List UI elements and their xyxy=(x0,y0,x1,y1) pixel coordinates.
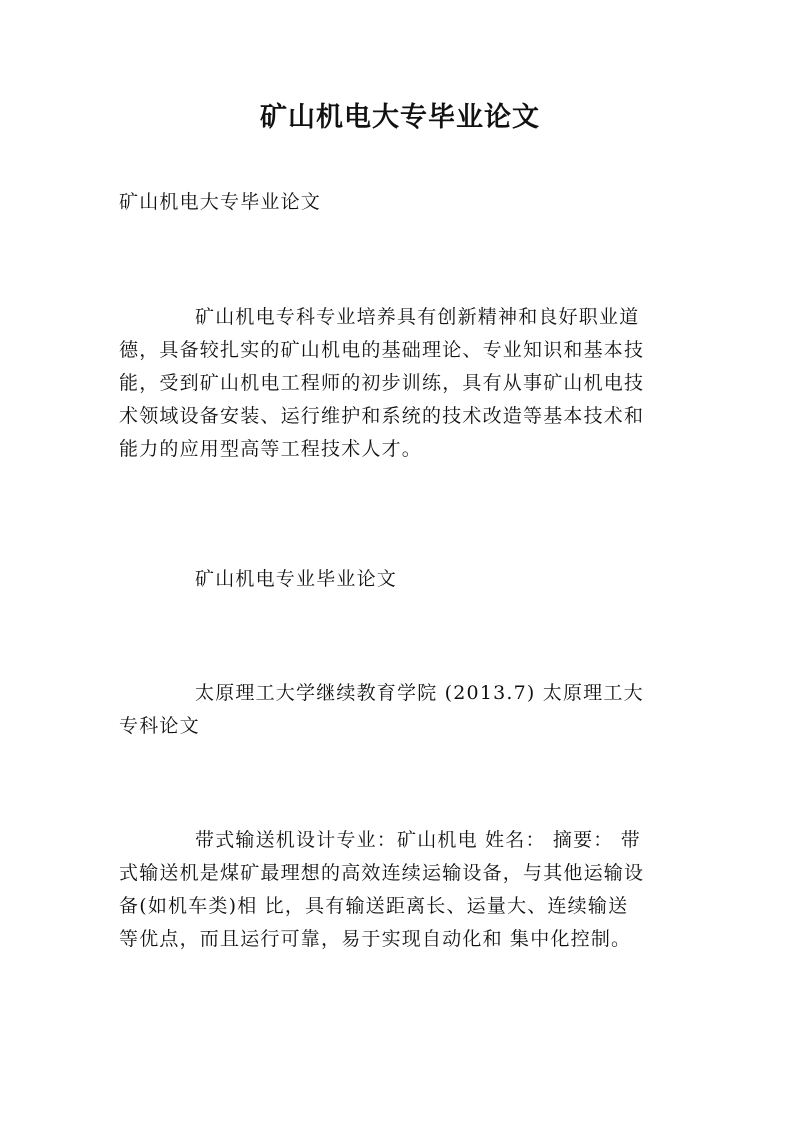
paragraph-section-heading: 矿山机电专业毕业论文 xyxy=(195,568,398,590)
paragraph-line: 备(如机车类)相 比，具有输送距离长、运量大、连续输送 xyxy=(119,895,629,917)
paragraph-line: 式输送机是煤矿最理想的高效连续运输设备，与其他运输设 xyxy=(119,862,645,884)
paragraph-line: 太原理工大学继续教育学院 (2013.7) 太原理工大 xyxy=(195,682,644,704)
paragraph-line: 能，受到矿山机电工程师的初步训练，具有从事矿山机电技 xyxy=(119,372,645,394)
paragraph-training-goals xyxy=(119,301,684,466)
paragraph-line: 能力的应用型高等工程技术人才。 xyxy=(119,438,423,460)
paragraph-line: 带式输送机设计专业：矿山机电 姓名： 摘要： 带 xyxy=(195,829,641,851)
document-subtitle: 矿山机电大专毕业论文 xyxy=(119,191,322,213)
paragraph-line: 德，具备较扎实的矿山机电的基础理论、专业知识和基本技 xyxy=(119,339,645,361)
paragraph-source xyxy=(119,677,684,743)
paragraph-line: 等优点，而且运行可靠，易于实现自动化和 集中化控制。 xyxy=(119,928,632,950)
document-title: 矿山机电大专毕业论文 xyxy=(260,102,540,133)
paragraph-line: 矿山机电专科专业培养具有创新精神和良好职业道 xyxy=(195,306,640,328)
paragraph-line: 术领域设备安装、运行维护和系统的技术改造等基本技术和 xyxy=(119,405,645,427)
paragraph-abstract xyxy=(119,824,684,956)
paragraph-line: 专科论文 xyxy=(119,715,200,737)
